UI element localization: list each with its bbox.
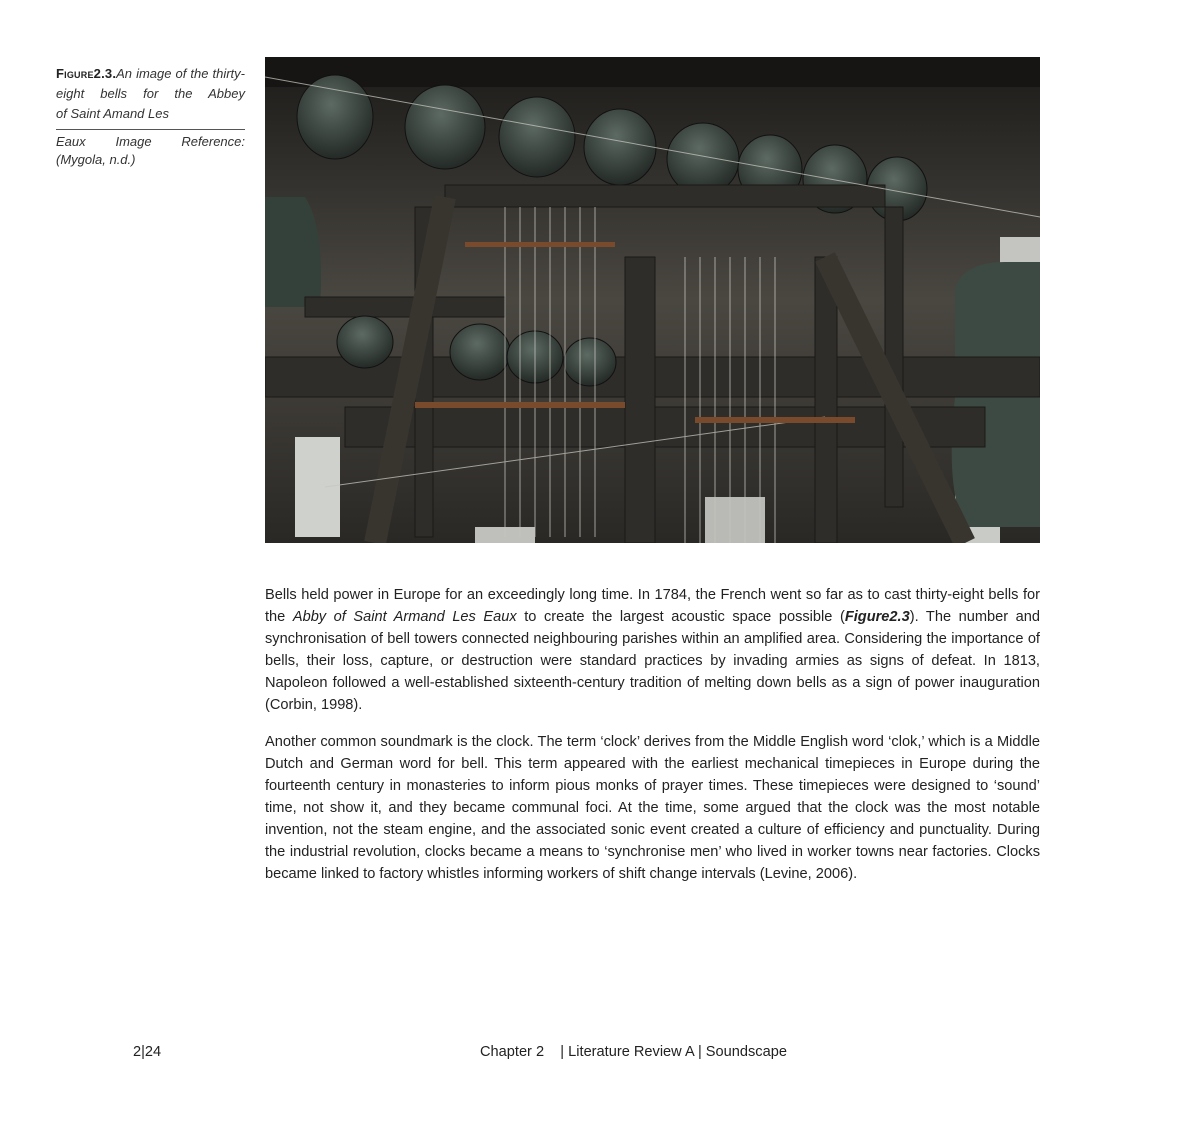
caption-line-3: of Saint Amand Les bbox=[56, 106, 169, 121]
chapter-title: Chapter 2 | Literature Review A | Soundscape bbox=[480, 1044, 787, 1060]
caption-ref-word-3: Reference: bbox=[181, 134, 245, 149]
paragraph-2: Another common soundmark is the clock. The term ‘clock’ derives from the Middle English word ‘clok,’ which is a Middle Dutch and German word for bell. This term appeared with the earliest mechanical timepieces in Europe during the fourteenth century in monasteries to inform pious monks of prayer times. These timepieces were designed to ‘sound’ time, not show it, and they became communal foci. At the time, some argued that the clock was the most notable invention, not the steam engine, and the associated sonic event created a culture of efficiency and punctuality. During the industrial revolution, clocks became a means to ‘synchronise men’ who lived in worker towns near factories. Clocks became linked to factory whistles informing workers of shift change intervals (Levine, 2006). bbox=[265, 734, 1040, 882]
caption-ref-word-2: Image bbox=[115, 134, 152, 149]
caption-line-1: An image of the bbox=[116, 66, 209, 81]
figure-reference-link[interactable]: Figure2.3 bbox=[844, 609, 910, 625]
p1-abbey-name: Abby of Saint Armand Les Eaux bbox=[292, 609, 517, 625]
caption-title bbox=[56, 64, 245, 124]
caption-reference bbox=[56, 133, 245, 169]
bell-tower-photo-icon bbox=[265, 57, 1040, 543]
page-number: 2|24 bbox=[133, 1044, 162, 1060]
caption-ref-source: (Mygola, n.d.) bbox=[56, 152, 136, 167]
p1-text-a: Bells held power in Europe for an exceedingly long time. In 1784, the French went so far as to cast thirty-eight bells for the bbox=[265, 587, 1040, 625]
figure-caption bbox=[56, 64, 245, 169]
caption-ref-word-1: Eaux bbox=[56, 134, 86, 149]
caption-label: Figure2.3. bbox=[56, 66, 117, 81]
caption-line-2: thirty-eight bells for the Abbey bbox=[56, 66, 245, 101]
bell-tower-photo bbox=[265, 57, 1040, 543]
p1-text-c: ). The number and synchronisation of bell towers connected neighbouring parishes within an amplified area. Considering the importance of bells, their loss, capture, or destruction were standard practices by invading armies as signs of defeat. In 1813, Napoleon followed a well-established sixteenth-century tradition of melting down bells as a sign of power inauguration (Corbin, 1998). bbox=[265, 609, 1040, 713]
paragraph-1 bbox=[265, 584, 1040, 716]
p1-text-b: to create the largest acoustic space possible ( bbox=[516, 609, 845, 625]
caption-divider bbox=[56, 129, 245, 130]
body-text bbox=[265, 584, 1040, 900]
